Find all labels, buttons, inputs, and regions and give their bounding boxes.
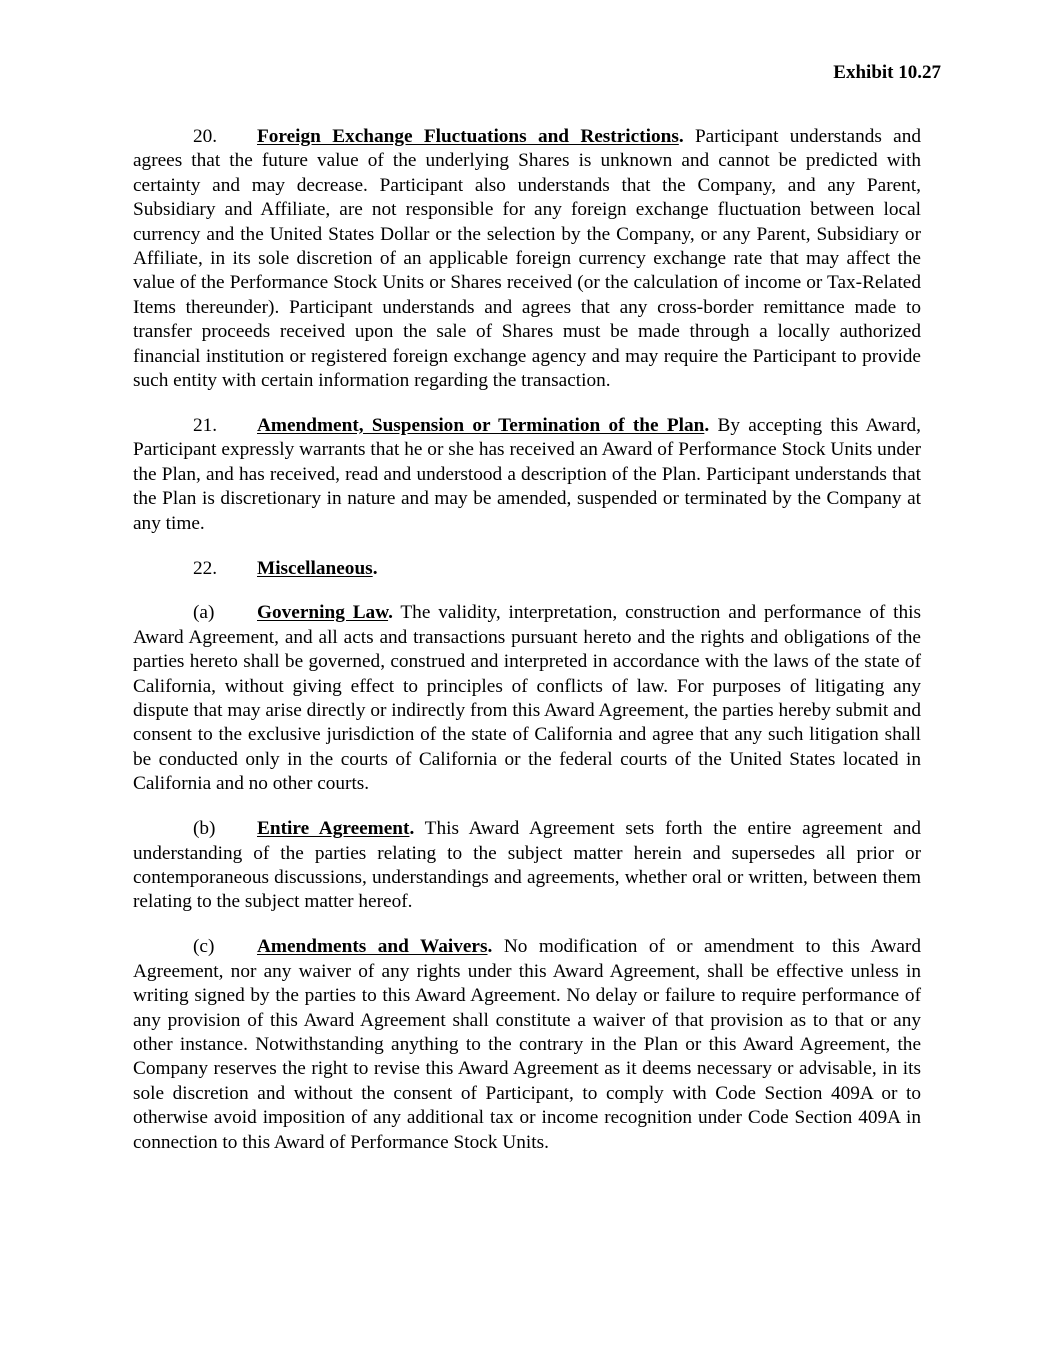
section-number: 22. bbox=[193, 557, 218, 579]
section-number: 20. bbox=[193, 126, 218, 147]
section-22 bbox=[133, 557, 921, 581]
section-number: (a) bbox=[193, 602, 215, 624]
section-heading: Entire Agreement bbox=[257, 818, 410, 840]
heading-punct: . bbox=[372, 557, 378, 579]
section-heading: Miscellaneous bbox=[257, 557, 373, 579]
section-number: (c) bbox=[193, 936, 215, 958]
section-heading: Governing Law bbox=[257, 602, 389, 624]
heading-punct: . bbox=[388, 602, 393, 624]
section-heading: Amendments and Waivers bbox=[257, 936, 488, 958]
exhibit-label: Exhibit 10.27 bbox=[833, 62, 941, 83]
section-21 bbox=[133, 414, 921, 536]
heading-punct: . bbox=[487, 936, 493, 958]
section-heading: Foreign Exchange Fluctuations and Restrictions bbox=[257, 126, 679, 147]
section-number: 21. bbox=[193, 414, 218, 436]
section-text: By accepting this Award, Participant expressly warrants that he or she has received an Award of Performance Stock Units under the Plan, and has received, read and understood a description of the Plan. Participant understands that the Plan is discretionary in nature and may be amended, suspended or terminated by the Company at any time. bbox=[133, 414, 921, 534]
section-20 bbox=[133, 125, 921, 393]
heading-punct: . bbox=[678, 126, 684, 147]
section-number: (b) bbox=[193, 818, 216, 840]
heading-punct: . bbox=[704, 414, 710, 436]
section-heading: Amendment, Suspension or Termination of the Plan bbox=[257, 414, 705, 436]
section-text: Participant understands and agrees that the future value of the underlying Shares is unknown and cannot be predicted with certainty and may decrease. Participant also understands that the Company, and any Parent, Subsidiary and Affiliate, are not responsible for any foreign exchange fluctuation between local currency and the United States Dollar or the selection by the Company, or any Parent, Subsidiary or Affiliate, in its sole discretion of an applicable foreign currency exchange rate that may affect the value of the Performance Stock Units or Shares received (or the calculation of income or Tax-Related Items thereunder). Participant understands and agrees that any cross-border remittance made to transfer proceeds received upon the sale of Shares must be made through a locally authorized financial institution or registered foreign exchange agency and may require the Participant to provide such entity with certain information regarding the transaction. bbox=[133, 126, 921, 392]
section-22c bbox=[133, 935, 921, 1155]
heading-punct: . bbox=[409, 818, 415, 840]
section-text: This Award Agreement sets forth the entire agreement and understanding of the parties relating to the subject matter herein and supersedes all prior or contemporaneous discussions, understandings and agreements, whether oral or written, between them relating to the subject matter hereof. bbox=[133, 818, 921, 913]
section-22b bbox=[133, 817, 921, 915]
section-text: No modification of or amendment to this Award Agreement, nor any waiver of any rights under this Award Agreement, shall be effective unless in writing signed by the parties to this Award Agreement. No delay or failure to require performance of any provision of this Award Agreement shall constitute a waiver of that provision as to that or any other instance. Notwithstanding anything to the contrary in the Plan or this Award Agreement, the Company reserves the right to revise this Award Agreement as it deems necessary or advisable, in its sole discretion and without the consent of Participant, to comply with Code Section 409A or to otherwise avoid imposition of any additional tax or income recognition under Code Section 409A in connection to this Award of Performance Stock Units. bbox=[133, 936, 921, 1153]
section-text: The validity, interpretation, construction and performance of this Award Agreement, and all acts and transactions pursuant hereto and the rights and obligations of the parties hereto shall be governed, construed and interpreted in accordance with the laws of the state of California, without giving effect to principles of conflicts of law. For purposes of litigating any dispute that may arise directly or indirectly from this Award Agreement, the parties hereby submit and consent to the exclusive jurisdiction of the state of California and agree that any such litigation shall be conducted only in the courts of California or the federal courts of the United States located in California and no other courts. bbox=[133, 602, 921, 795]
document-body bbox=[133, 125, 921, 1175]
section-22a bbox=[133, 601, 921, 796]
